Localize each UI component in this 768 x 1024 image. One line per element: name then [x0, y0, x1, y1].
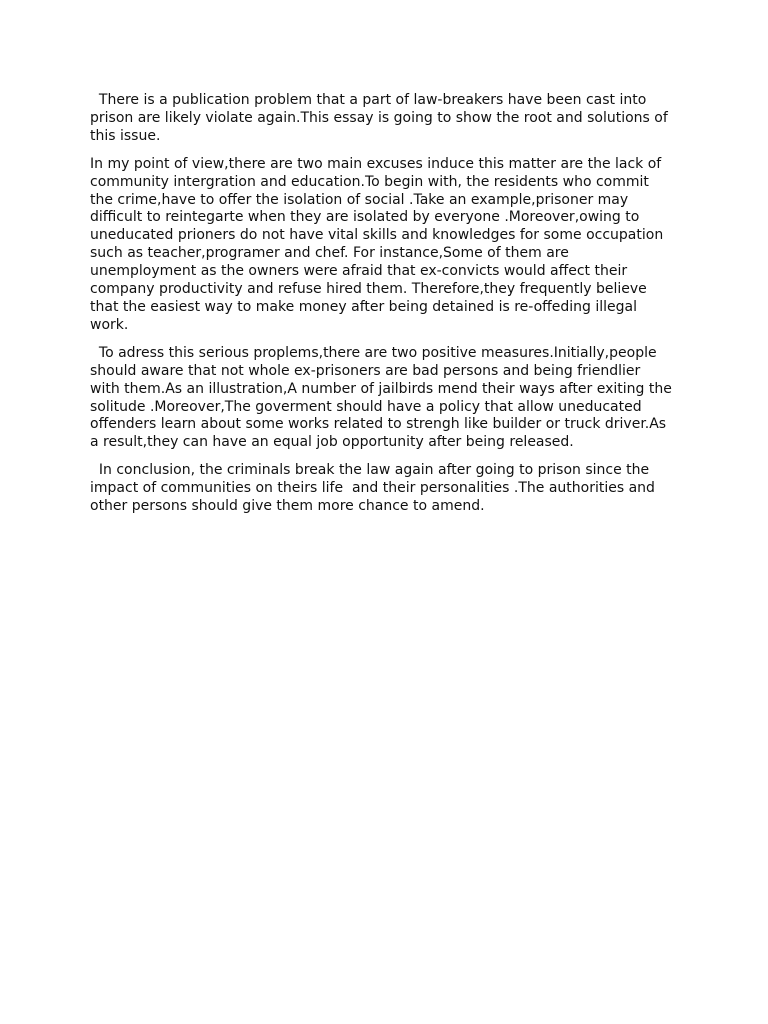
document-body	[90, 92, 677, 526]
paragraph-introduction: There is a publication problem that a part of law-breakers have been cast into prison are likely violate again.This essay is going to show the root and solutions of this issue.	[90, 92, 673, 144]
paragraph-solutions: To adress this serious proplems,there are two positive measures.Initially,people should aware that not whole ex-prisoners are bad persons and being friendlier with them.As an illustration,A number of jailbirds mend their ways after exiting the solitude .Moreover,The goverment should have a policy that allow uneducated offenders learn about some works related to strengh like builder or truck driver.As a result,they can have an equal job opportunity after being released.	[90, 344, 677, 451]
paragraph-conclusion: In conclusion, the criminals break the law again after going to prison since the impact of communities on theirs life and their personalities .The authorities and other persons should give them more chance to amend.	[90, 462, 660, 515]
paragraph-causes: In my point of view,there are two main excuses induce this matter are the lack of community intergration and education.To begin with, the residents who commit the crime,have to offer the isolation of social .Take an example,prisoner may difficult to reintegarte when they are isolated by everyone .Moreover,owing to uneducated prioners do not have vital skills and knowledges for some occupation such as teacher,programer and chef. For instance,Some of them are unemployment as the owners were afraid that ex-convicts would affect their company productivity and refuse hired them. Therefore,they frequently believe that the easiest way to make money after being detained is re-offeding illegal work.	[90, 155, 668, 333]
